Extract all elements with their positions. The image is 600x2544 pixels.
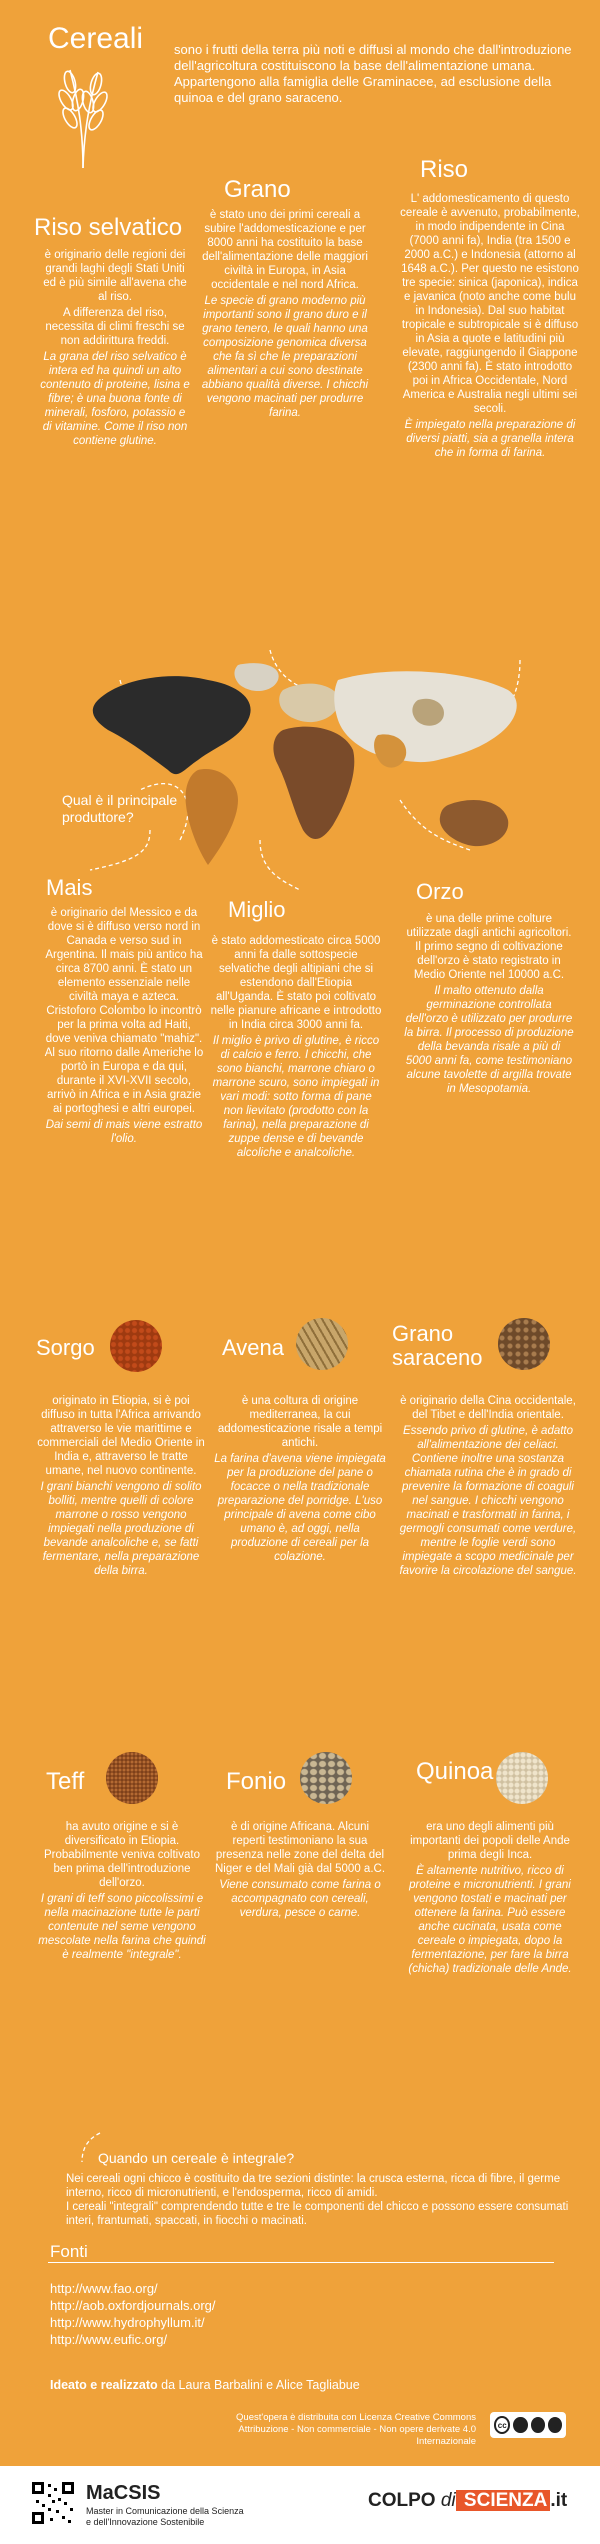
map-north-america — [93, 676, 251, 774]
fonti-link[interactable]: http://aob.oxfordjournals.org/ — [50, 2298, 216, 2313]
map-australia — [440, 800, 508, 846]
license-text: Quest'opera è distribuita con Licenza Creative Commons Attribuzione - Non commerciale - Non opere derivate 4.0 Internazionale — [236, 2412, 476, 2447]
nd-icon — [548, 2417, 562, 2433]
grano-saraceno-title: Grano saraceno — [392, 1321, 483, 1370]
colpo-di-scienza-logo[interactable]: COLPO di SCIENZA .it — [368, 2490, 568, 2511]
fonti-list — [50, 2280, 216, 2348]
mais-title: Mais — [46, 875, 93, 900]
intro-text: sono i frutti della terra più noti e diffusi al mondo che dall'introduzione dell'agricoltura costituiscono la base dell'alimentazione umana. Appartengono alla famiglia delle Graminacee, ad esclusione della quinoa e del grano saraceno. — [174, 42, 572, 105]
grano-saraceno-grain-image — [498, 1318, 550, 1370]
macsis-subtitle: Master in Comunicazione della Scienza e dell'Innovazione Sostenibile — [86, 2506, 244, 2527]
teff-grain-image — [106, 1752, 158, 1804]
sorgo-grain-image — [110, 1320, 162, 1372]
map-africa — [273, 727, 354, 839]
fonti-divider — [48, 2262, 554, 2263]
cc-license-badge[interactable] — [490, 2412, 566, 2438]
integrale-text: Nei cereali ogni chicco è costituito da tre sezioni distinte: la crusca esterna, ricca di fibre, il germe interno, ricco di micronutrienti, e l'endosperma, ricco di amidi. I cereali "integrali" comprendendo tutte e tre le componenti del chicco e possono essere consumati interi, frantumati, spaccati, in fiocchi o macinati. — [66, 2173, 569, 2227]
grano-title: Grano — [224, 176, 291, 203]
integrale-arrow — [70, 2128, 110, 2168]
sorgo-title: Sorgo — [36, 1335, 95, 1360]
fonti-link[interactable]: http://www.fao.org/ — [50, 2281, 158, 2296]
fonio-text: è di origine Africana. Alcuni reperti testimoniano la sua presenza nelle zone del delta del Niger e del Mali già dal 5000 a.C. Viene consumato come farina o accompagnato con cereali, verdura, pesce o carne. — [214, 1821, 386, 1919]
fonti-link[interactable]: http://www.hydrophyllum.it/ — [50, 2315, 205, 2330]
fonio-title: Fonio — [226, 1768, 287, 1795]
quinoa-title: Quinoa — [416, 1758, 494, 1785]
mais-text: è originario del Messico e da dove si è diffuso verso nord in Canada e verso sud in Argentina. Il mais più antico ha circa 8700 anni. È stato un elemento essenziale nelle civiltà maya e azteca. Cristoforo Colombo lo incontrò per la prima volta ad Haiti, dove veniva chiamato "mahiz". Al suo ritorno dalle Americhe lo portò in Europa e da qui, durante il XVI-XVII secolo, arrivò in Africa e in Asia grazie ai portoghesi e altri europei. Dai semi di mais viene estratto l'olio. — [44, 907, 204, 1145]
page-title: Cereali — [48, 22, 144, 55]
wheat-icon — [48, 60, 118, 170]
orzo-text: è una delle prime colture utilizzate dagli antichi agricoltori. Il primo segno di coltivazione dell'orzo è stato registrato in Medio Oriente nel 10000 a.C. Il malto ottenuto dalla germinazione controllata dell'orzo è utilizzato per produrre la birra. Il processo di produzione della bevanda risale a più di 5000 anni fa, come testimoniano alcune tavolette di argilla trovate in Mesopotamia. — [404, 913, 574, 1095]
sorgo-text: originato in Etiopia, si è poi diffuso in tutta l'Africa arrivando attraverso le vie marittime e commerciali del Medio Oriente in India e, attraverso le tratte umane, nel nuovo continente. I grani bianchi vengono di solito bolliti, mentre quelli di colore marrone o rosso vengono impiegati nella produzione di bevande analcoliche e, se fatti fermentare, nella preparazione della birra. — [37, 1395, 205, 1577]
nc-icon — [531, 2417, 545, 2433]
riso-text: L' addomesticamento di questo cereale è avvenuto, probabilmente, in modo indipendente in Cina (7000 anni fa), India (tra 1500 e 2000 a.C.) e Indonesia (attorno al 1648 a.C.). Per questo ne esistono tre specie: sinica (japonica), indica e javanica (noto anche come bulu in Indonesia). Dal suo habitat tropicale e subtropicale si è diffuso in Asia a quote e latitudini più elevate, raggiungendo il Giappone (2300 anni fa). È stato introdotto poi in Africa Occidentale, Nord America e Australia negli ultimi sei secoli. È impiegato nella preparazione di diversi piatti, sia a granella intera che in forma di farina. — [400, 193, 580, 459]
avena-text: è una coltura di origine mediterranea, la cui addomesticazione risale a tempi antichi. La farina d'avena viene impiegata per la produzione del pane o focacce o nella tradizionale preparazione del porridge. L'uso principale di avena come cibo umano è, ad oggi, nella produzione di cereali per la colazione. — [214, 1395, 386, 1563]
map-greenland — [234, 663, 278, 691]
grano-saraceno-text: è originario della Cina occidentale, del Tibet e dell'India orientale. Essendo privo di glutine, è adatto all'alimentazione dei celiaci. Contiene inoltre una sostanza chiamata rutina che è in grado di prevenire la formazione di coaguli nel sangue. I chicchi vengono macinati e trasformati in farina, i germogli consumati come verdure, mentre le foglie verdi sono impiegate a scopo medicinale per favorire la circolazione del sangue. — [399, 1395, 577, 1577]
credits: Ideato e realizzato da Laura Barbalini e Alice Tagliabue — [50, 2378, 360, 2392]
map-question: Qual è il principale produttore? — [62, 792, 178, 825]
quinoa-text: era uno degli alimenti più importanti dei popoli delle Ande prima degli Inca. È altamente nutritivo, ricco di proteine e micronutrienti. I grani vengono tostati e macinati per ottenere la farina. Può essere anche cucinata, usata come cereale o impiegata, dopo la fermentazione, per fare la birra (chicha) tradizionale delle Ande. — [408, 1821, 572, 1975]
map-south-america — [186, 769, 239, 865]
world-map — [88, 660, 528, 870]
grano-text: è stato uno dei primi cereali a subire l'addomesticazione e per 8000 anni ha costituito la base dell'alimentazione delle maggiori civiltà in Europa, in Asia occidentale e nel nord Africa. Le specie di grano moderno più importanti sono il grano duro e il grano tenero, le quali hanno una composizione genomica diversa che fa sì che le preparazioni alimentari a cui sono destinate abbiano qualità diverse. I chicchi vengono macinati per produrre farina. — [201, 209, 369, 419]
quinoa-grain-image — [496, 1752, 548, 1804]
by-icon — [513, 2417, 527, 2433]
cc-icon: cc — [494, 2416, 510, 2434]
riso-selvatico-title: Riso selvatico — [34, 214, 183, 241]
map-europe — [279, 684, 339, 722]
fonti-link[interactable]: http://www.eufic.org/ — [50, 2332, 168, 2347]
teff-title: Teff — [46, 1768, 85, 1795]
footer — [0, 2466, 600, 2544]
qr-code-icon — [30, 2480, 76, 2526]
avena-grain-image — [296, 1318, 348, 1370]
miglio-text: è stato addomesticato circa 5000 anni fa dalle sottospecie selvatiche degli altipiani che si estendono dall'Etiopia all'Uganda. È stato poi coltivato nelle pianure africane e introdotto in India circa 3000 anni fa. Il miglio è privo di glutine, è ricco di calcio e ferro. I chicchi, che sono bianchi, marrone chiaro o marrone scuro, sono impiegati in vari modi: sotto forma di pane non lievitato (prodotto con la farina), nella preparazione di zuppe dense e di bevande alcoliche e analcoliche. — [210, 935, 382, 1159]
fonti-title: Fonti — [50, 2242, 88, 2261]
riso-title: Riso — [420, 156, 469, 183]
riso-selvatico-text: è originario delle regioni dei grandi laghi degli Stati Uniti ed è più simile all'avena che al riso. A differenza del riso, necessita di climi freschi se non addirittura freddi. La grana del riso selvatico è intera ed ha quindi un alto contenuto di proteine, lisina e fibre; è una buona fonte di minerali, fosforo, potassio e di vitamine. Come il riso non contiene glutine. — [40, 249, 190, 447]
miglio-title: Miglio — [228, 897, 286, 922]
macsis-logo: MaCSIS — [86, 2482, 161, 2504]
fonio-grain-image — [300, 1752, 352, 1804]
avena-title: Avena — [222, 1335, 284, 1360]
orzo-title: Orzo — [416, 879, 464, 904]
integrale-question: Quando un cereale è integrale? — [98, 2150, 295, 2166]
teff-text: ha avuto origine e si è diversificato in Etiopia. Probabilmente veniva coltivato ben prima dell'introduzione dell'orzo. I grani di teff sono piccolissimi e nella macinazione tutte le parti contenute nel seme vengono mescolate nella farina che quindi è realmente "integrale". — [38, 1821, 206, 1961]
